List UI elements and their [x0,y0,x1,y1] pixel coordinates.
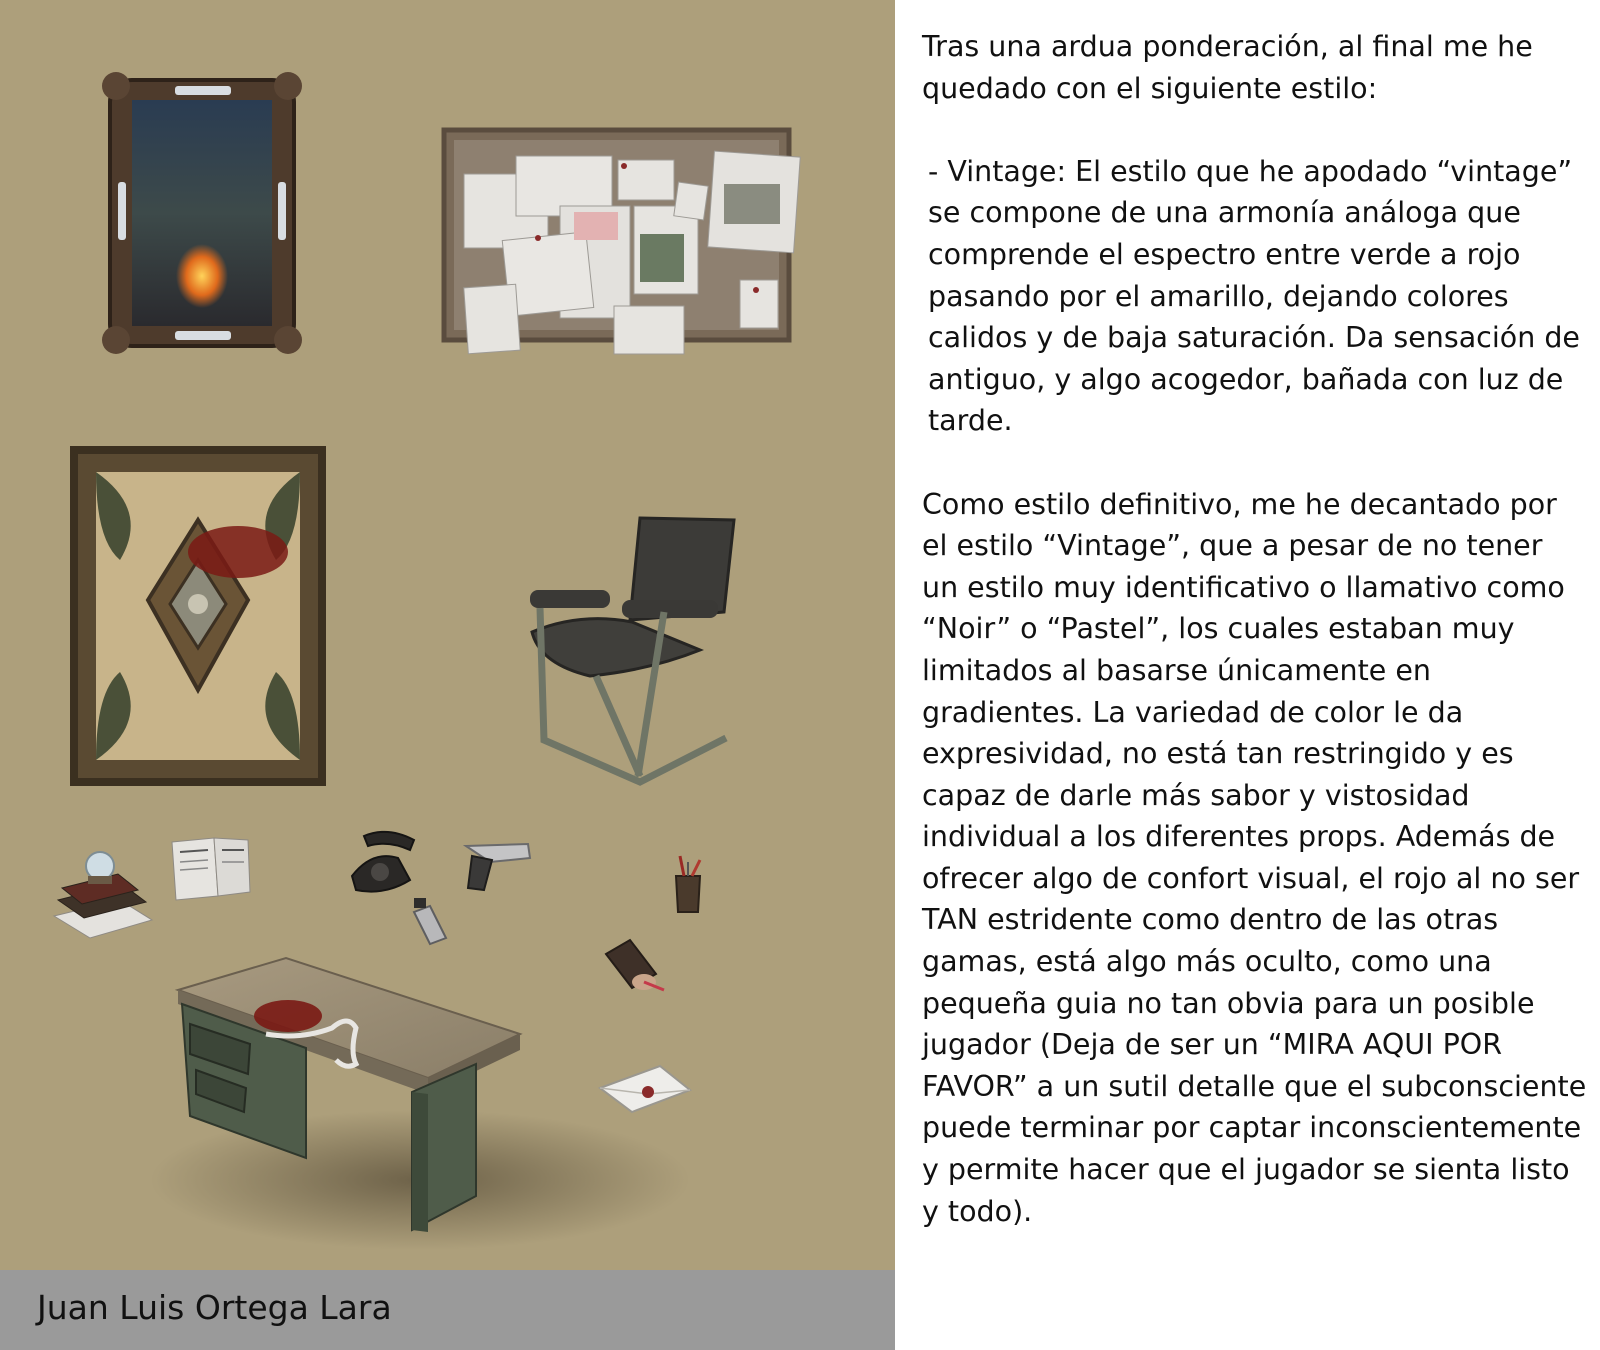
envelope-icon [600,1066,690,1112]
pistol-icon [466,844,530,890]
author-credit-bar [0,1270,895,1350]
desk-icon [150,958,690,1250]
books-snowglobe-icon [54,852,152,938]
tipped-cup-icon [606,940,664,990]
author-name: Juan Luis Ortega Lara [37,1288,392,1327]
lighter-icon [414,898,446,944]
rug-icon [70,446,326,786]
framed-painting-icon [102,72,302,354]
corkboard-icon [444,130,800,354]
vintage-style-paragraph: - Vintage: El estilo que he apodado “vintage” se compone de una armonía análoga que comprende el espectro entre verde a rojo pasando por el amarillo, dejando colores calidos y de baja saturación. Da sensación de antiguo, y algo acogedor, bañada con luz de tarde. [928,154,1580,438]
pen-cup-icon [676,856,700,912]
office-chair-icon [530,518,734,782]
conclusion-paragraph: Como estilo definitivo, me he decantado por el estilo “Vintage”, que a pesar de no tener un estilo muy identificativo o llamativo como “Noir” o “Pastel”, los cuales estaban muy limitados al basarse únicamente en gradientes. La variedad de color le da expresividad, no está tan restringido y es capaz de darle más sabor y vistosidad individual a los diferentes props. Además de ofrecer algo de confort visual, el rojo al no ser TAN estridente como dentro de las otras gamas, está algo más oculto, como una pequeña guia no tan obvia para un posible jugador (Deja de ser un “MIRA AQUI POR FAVOR” a un sutil detalle que el subconsciente puede terminar por captar inconscientemente y permite hacer que el jugador se sienta listo y todo). [922,487,1587,1228]
telephone-icon [352,832,414,892]
newspaper-icon [172,838,250,900]
intro-paragraph: Tras una ardua ponderación, al final me he quedado con el siguiente estilo: [922,30,1533,105]
description-text [922,26,1587,1274]
